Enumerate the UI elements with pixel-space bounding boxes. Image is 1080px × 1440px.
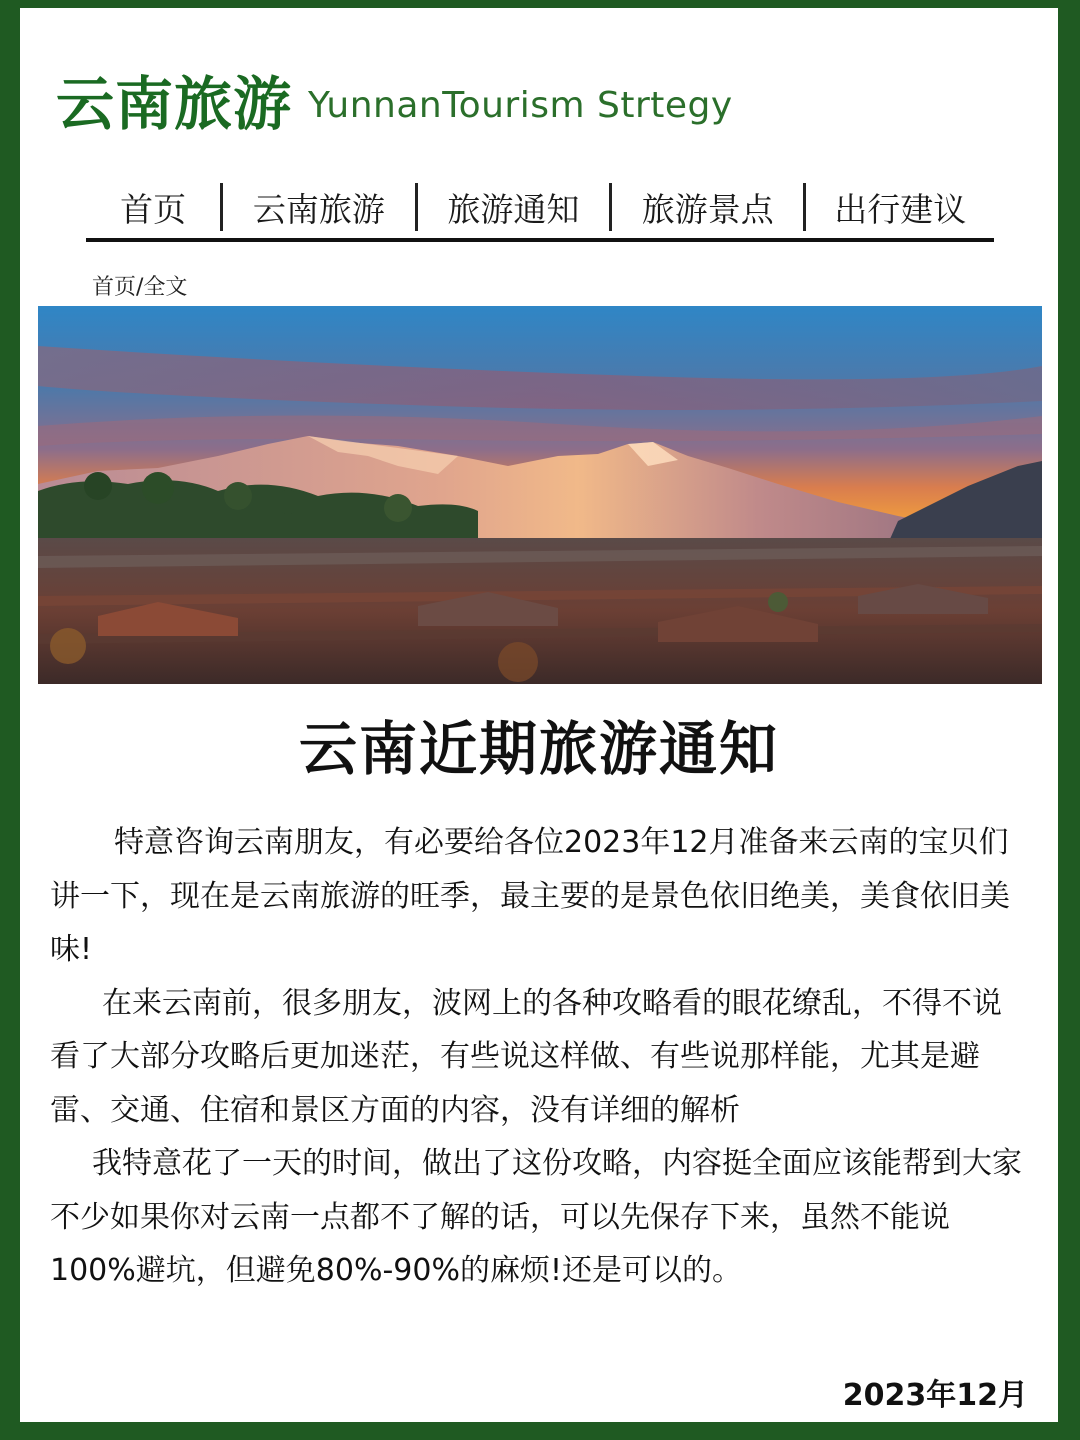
nav-item-home[interactable]: 首页 xyxy=(120,189,187,229)
nav-item-yunnan-tourism[interactable]: 云南旅游 xyxy=(252,189,385,229)
site-subtitle: YunnanTourism Strtegy xyxy=(308,84,733,126)
article-paragraph: 我特意花了一天的时间，做出了这份攻略，内容挺全面应该能帮到大家不少如果你对云南一点都不了解的话，可以先保存下来，虽然不能说100%避坑，但避免80%-90%的麻烦!还是可以的。 xyxy=(50,1146,1022,1288)
site-logo-title[interactable]: 云南旅游 xyxy=(56,70,293,138)
nav-item-travel-advice[interactable]: 出行建议 xyxy=(834,189,967,229)
breadcrumb[interactable]: 首页/全文 xyxy=(92,275,188,300)
nav-item-travel-notice[interactable]: 旅游通知 xyxy=(447,189,580,229)
page-frame xyxy=(20,8,1058,1422)
mountain-town-sunset-image xyxy=(38,306,1042,684)
main-nav xyxy=(86,176,994,242)
site-header xyxy=(56,54,733,144)
article-title: 云南近期旅游通知 xyxy=(298,715,779,783)
nav-item-attractions[interactable]: 旅游景点 xyxy=(641,189,774,229)
hero-image xyxy=(38,306,1042,684)
article-paragraph: 特意咨询云南朋友，有必要给各位2023年12月准备来云南的宝贝们讲一下，现在是云南旅游的旺季，最主要的是景色依旧绝美，美食依旧美味! xyxy=(50,825,1010,967)
article-date: 2023年12月 xyxy=(842,1378,1028,1413)
article-paragraph: 在来云南前，很多朋友，波网上的各种攻略看的眼花缭乱，不得不说看了大部分攻略后更加迷茫，有些说这样做、有些说那样能，尤其是避雷、交通、住宿和景区方面的内容，没有详细的解析 xyxy=(50,985,1002,1128)
article-body xyxy=(50,816,1028,1298)
